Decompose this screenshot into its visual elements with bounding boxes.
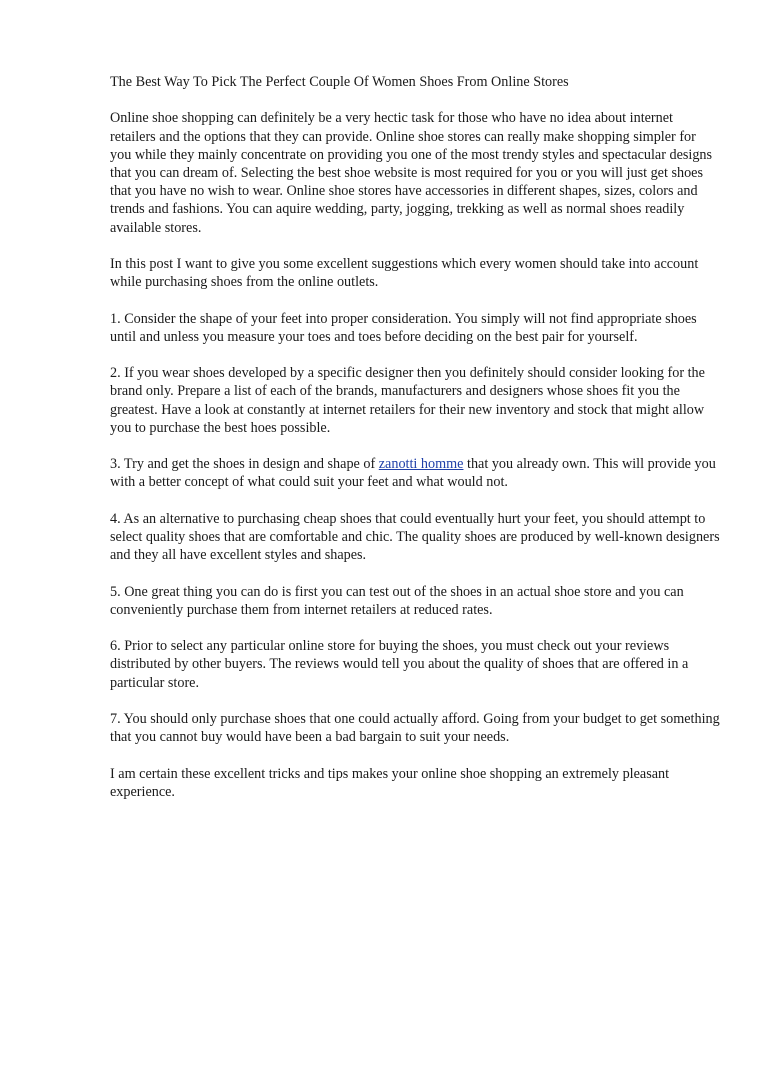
tip-7: 7. You should only purchase shoes that one could actually afford. Going from your budget to get something that you cannot buy would have been a bad bargain to suit your needs.: [110, 710, 720, 746]
zanotti-homme-link[interactable]: zanotti homme: [378, 456, 464, 473]
document-body: [110, 73, 720, 819]
tip-1: 1. Consider the shape of your feet into proper consideration. You simply will not find appropriate shoes until and unless you measure your toes and toes before deciding on the best pair for yourself.: [110, 310, 697, 345]
tip-4: 4. As an alternative to purchasing cheap shoes that could eventually hurt your feet, you should attempt to select quality shoes that are comfortable and chic. The quality shoes are produced by well-known designers and they all have excellent styles and shapes.: [110, 510, 720, 564]
tip-2: 2. If you wear shoes developed by a specific designer then you definitely should consider looking for the brand only. Prepare a list of each of the brands, manufacturers and designers whose shoes fit you the greatest. Have a look at constantly at internet retailers for their new inventory and stock that might allow you to purchase the best hoes possible.: [110, 365, 705, 436]
tip-5: 5. One great thing you can do is first you can test out of the shoes in an actual shoe store and you can conveniently purchase them from internet retailers at reduced rates.: [110, 583, 684, 618]
tip-3: [110, 455, 720, 491]
tip-3-text-before: 3. Try and get the shoes in design and shape of: [110, 456, 379, 473]
tip-3-text-after: that you already own. This will provide you with a better concept of what could suit your feet and what would not.: [110, 456, 716, 491]
closing-paragraph: I am certain these excellent tricks and tips makes your online shoe shopping an extremely pleasant experience.: [110, 765, 670, 800]
document-title: The Best Way To Pick The Perfect Couple Of Women Shoes From Online Stores: [110, 74, 569, 90]
tip-6: 6. Prior to select any particular online store for buying the shoes, you must check out your reviews distributed by other buyers. The reviews would tell you about the quality of shoes that are offered in a particular store.: [110, 638, 689, 691]
intro-paragraph: Online shoe shopping can definitely be a very hectic task for those who have no idea about internet retailers and the options that they can provide. Online shoe stores can really make shopping simpler for you while they mainly concentrate on providing you one of the most trendy styles and spectacular designs that you can dream of. Selecting the best shoe website is most required for you or you will just get shoes that you have no wish to wear. Online shoe stores have accessories in different shapes, sizes, colors and trends and fashions. You can aquire wedding, party, jogging, trekking as well as normal shoes readily available stores.: [110, 110, 713, 236]
lead-paragraph: In this post I want to give you some excellent suggestions which every women should take into account while purchasing shoes from the online outlets.: [110, 256, 699, 291]
